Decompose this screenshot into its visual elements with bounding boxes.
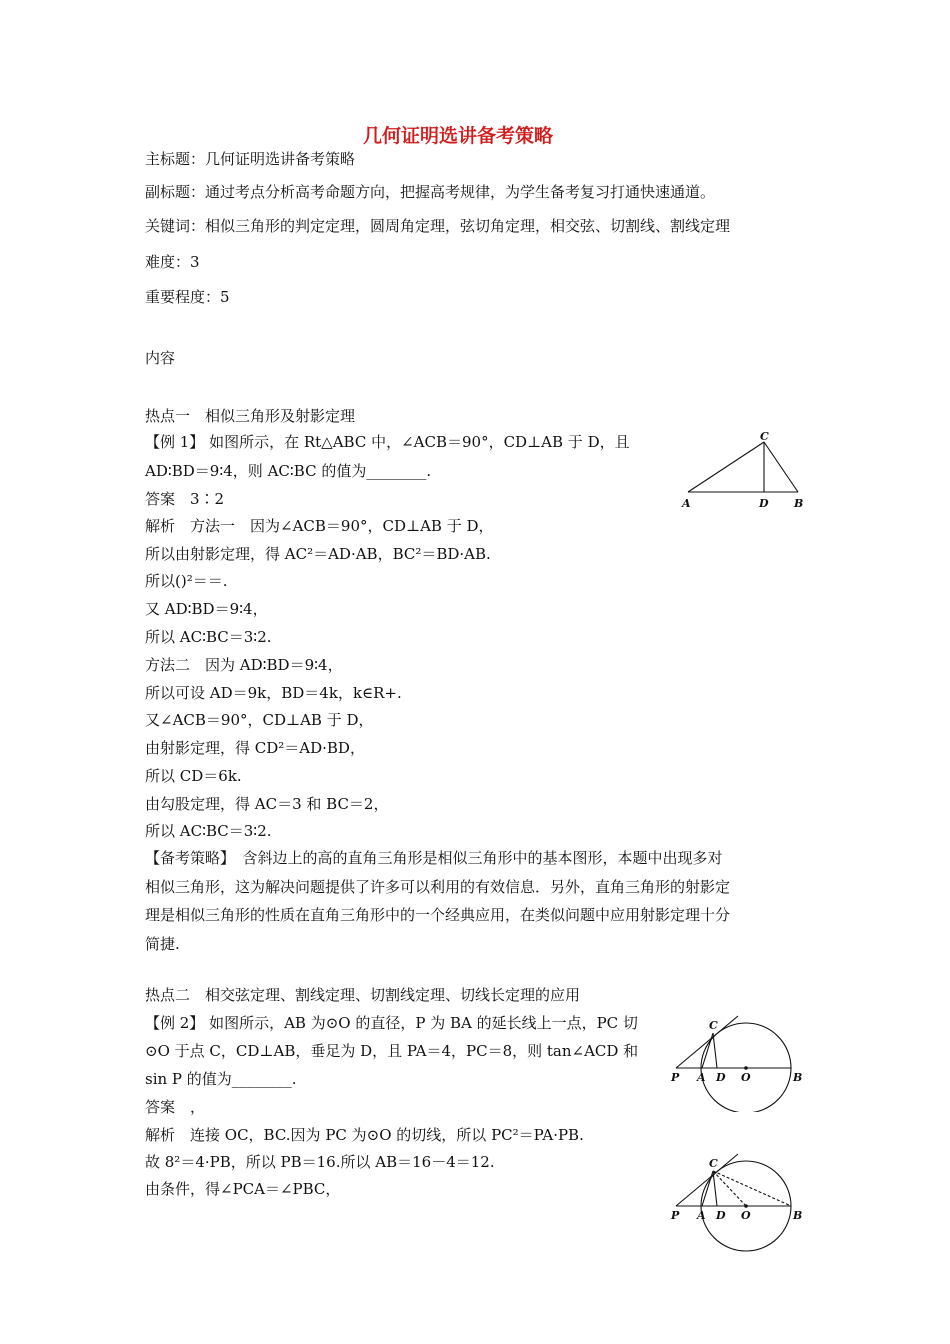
fig1-label-a: A: [682, 497, 691, 510]
hot1-strategy-line: 简捷.: [145, 935, 180, 953]
fig2-segment-ca: [702, 1033, 713, 1068]
fig2-label-p: P: [671, 1071, 680, 1084]
hot1-line: 由射影定理，得 CD²＝AD·BD，: [145, 739, 365, 757]
hot1-line: 所以由射影定理，得 AC²＝AD·AB，BC²＝BD·AB.: [145, 545, 491, 563]
hot2-line: 答案 ，: [145, 1098, 206, 1116]
figure-right-triangle: [676, 430, 816, 515]
fig1-segment-bc: [764, 442, 798, 492]
hot2-line: 由条件，得∠PCA＝∠PBC，: [145, 1180, 341, 1198]
hot2-line: 故 8²＝4·PB，所以 PB＝16.所以 AB＝16－4＝12.: [145, 1153, 495, 1171]
fig1-segment-ac: [688, 442, 764, 492]
fig3-segment-ca: [702, 1171, 713, 1206]
hot1-heading: 热点一 相似三角形及射影定理: [145, 407, 356, 425]
fig1-label-b: B: [794, 497, 804, 510]
hot1-line: 答案 3∶2: [145, 490, 225, 508]
hot1-strategy-line: 理是相似三角形的性质在直角三角形中的一个经典应用，在类似问题中应用射影定理十分: [145, 906, 731, 924]
hot1-line: 所以 AC∶BC＝3∶2.: [145, 628, 272, 646]
meta-main-title: 主标题：几何证明选讲备考策略: [145, 150, 356, 168]
hot1-line: 又 AD∶BD＝9∶4，: [145, 600, 268, 618]
fig2-center-point: [744, 1066, 748, 1070]
fig2-label-b: B: [793, 1071, 803, 1084]
hot2-line: sin P 的值为________.: [145, 1070, 297, 1088]
fig3-tangent-pc: [676, 1154, 738, 1206]
hot1-line: 【例 1】 如图所示，在 Rt△ABC 中，∠ACB＝90°，CD⊥AB 于 D，且: [145, 433, 630, 451]
hot1-line: 解析 方法一 因为∠ACB＝90°，CD⊥AB 于 D，: [145, 517, 494, 535]
fig2-label-c: C: [709, 1019, 718, 1032]
fig3-label-p: P: [671, 1209, 680, 1222]
fig3-label-d: D: [716, 1209, 726, 1222]
hot1-line: 所以 AC∶BC＝3∶2.: [145, 822, 272, 840]
fig3-center-point: [744, 1204, 748, 1208]
fig3-segment-cd: [713, 1171, 717, 1206]
fig2-label-d: D: [716, 1071, 726, 1084]
meta-difficulty: 难度：3: [145, 253, 200, 271]
fig3-dashed-oc: [713, 1171, 746, 1206]
figure-circle-tangent-dashed: [666, 1150, 816, 1254]
meta-keywords: 关键词：相似三角形的判定定理，圆周角定理，弦切角定理，相交弦、切割线、割线定理: [145, 217, 731, 235]
fig1-label-d: D: [759, 497, 769, 510]
document-title: 几何证明选讲备考策略: [363, 125, 554, 147]
hot2-heading: 热点二 相交弦定理、割线定理、切割线定理、切线长定理的应用: [145, 986, 581, 1004]
fig2-tangent-pc: [676, 1016, 738, 1068]
hot1-line: 又∠ACB＝90°，CD⊥AB 于 D，: [145, 711, 374, 729]
meta-importance: 重要程度：5: [145, 288, 230, 306]
fig2-segment-cd: [713, 1033, 717, 1068]
fig3-label-c: C: [709, 1157, 718, 1170]
fig3-label-a: A: [697, 1209, 706, 1222]
figure-circle-tangent: [666, 1012, 816, 1112]
hot1-line: 所以可设 AD＝9k，BD＝4k，k∈R+.: [145, 684, 402, 702]
hot1-line: 所以()²＝＝.: [145, 572, 228, 590]
hot1-line: 所以 CD＝6k.: [145, 767, 242, 785]
hot2-line: ⊙O 于点 C，CD⊥AB，垂足为 D，且 PA＝4，PC＝8，则 tan∠ACD 和: [145, 1042, 639, 1060]
hot2-line: 【例 2】 如图所示，AB 为⊙O 的直径，P 为 BA 的延长线上一点，PC 切: [145, 1014, 638, 1032]
meta-sub-title: 副标题：通过考点分析高考命题方向，把握高考规律，为学生备考复习打通快速通道。: [145, 183, 716, 201]
fig3-label-o: O: [741, 1209, 751, 1222]
hot1-line: 方法二 因为 AD∶BD＝9∶4，: [145, 656, 343, 674]
hot2-line: 解析 连接 OC，BC.因为 PC 为⊙O 的切线，所以 PC²＝PA·PB.: [145, 1126, 584, 1144]
hot1-strategy-line: 【备考策略】 含斜边上的高的直角三角形是相似三角形中的基本图形，本题中出现多对: [145, 849, 723, 867]
hot1-strategy-line: 相似三角形，这为解决问题提供了许多可以利用的有效信息．另外，直角三角形的射影定: [145, 878, 731, 896]
fig2-label-o: O: [741, 1071, 751, 1084]
hot1-line: AD∶BD＝9∶4，则 AC∶BC 的值为________.: [145, 462, 432, 480]
fig3-label-b: B: [793, 1209, 803, 1222]
fig2-label-a: A: [697, 1071, 706, 1084]
fig1-label-c: C: [760, 430, 769, 443]
hot1-line: 由勾股定理，得 AC＝3 和 BC＝2，: [145, 795, 389, 813]
meta-content: 内容: [145, 349, 176, 367]
